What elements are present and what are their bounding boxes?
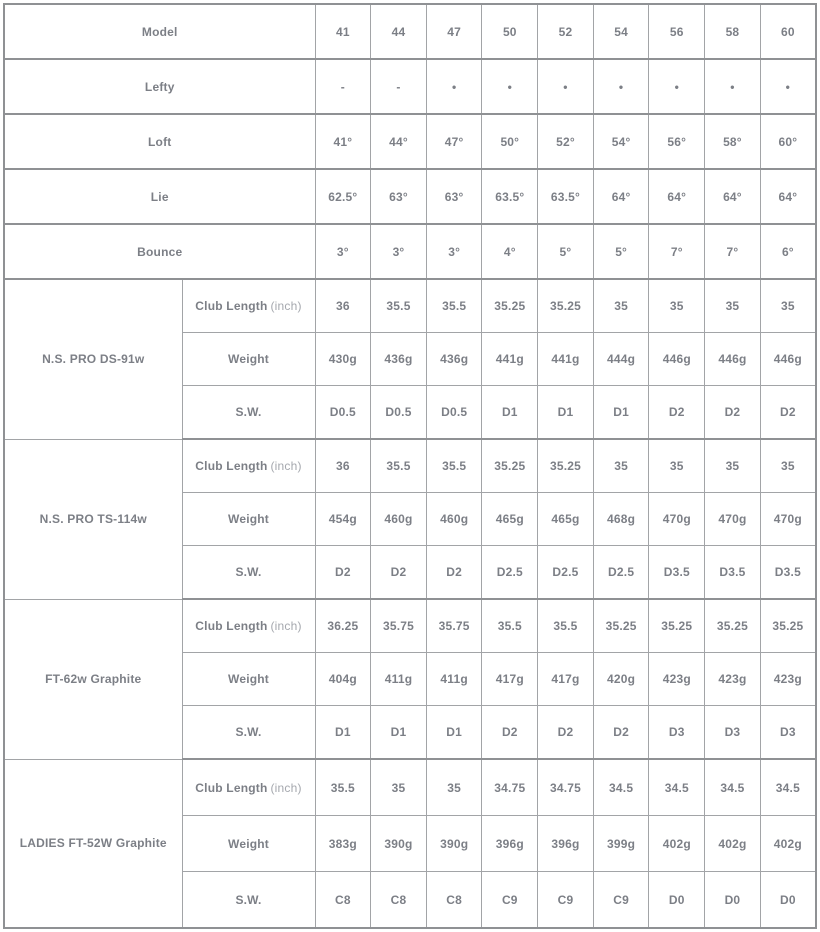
club-length-unit: (inch)	[270, 780, 302, 795]
spec-label-cell: Lefty	[4, 59, 315, 114]
spec-value-cell: 35	[705, 439, 761, 493]
spec-label-cell	[182, 546, 315, 600]
shaft-name-cell: LADIES FT-52W Graphite	[4, 759, 182, 928]
spec-value-cell: 35.25	[649, 599, 705, 653]
spec-value-cell: 64°	[593, 169, 649, 224]
table-row	[4, 759, 816, 816]
model-number-cell: 54	[593, 4, 649, 59]
spec-value-cell: D3	[649, 706, 705, 760]
spec-value-cell: 34.5	[593, 759, 649, 816]
spec-value-cell: 35.5	[538, 599, 594, 653]
table-row	[4, 224, 816, 279]
spec-value-cell: 60°	[760, 114, 816, 169]
spec-value-cell: 460g	[426, 493, 482, 546]
spec-value-cell: 468g	[593, 493, 649, 546]
spec-label-text: Weight	[228, 672, 269, 686]
spec-value-cell: 35.5	[426, 439, 482, 493]
spec-value-cell: •	[649, 59, 705, 114]
spec-value-cell: •	[538, 59, 594, 114]
spec-value-cell: 35	[649, 279, 705, 333]
spec-value-cell: 35.25	[482, 439, 538, 493]
spec-value-cell: 396g	[482, 816, 538, 872]
spec-value-cell: 52°	[538, 114, 594, 169]
spec-value-cell: 383g	[315, 816, 371, 872]
spec-value-cell: 7°	[705, 224, 761, 279]
club-length-unit: (inch)	[270, 299, 302, 313]
spec-value-cell: 35	[760, 439, 816, 493]
spec-label-text: Weight	[228, 512, 269, 526]
spec-value-cell: D1	[371, 706, 427, 760]
spec-value-cell: 417g	[482, 653, 538, 706]
spec-value-cell: 3°	[315, 224, 371, 279]
spec-value-cell: 423g	[760, 653, 816, 706]
spec-value-cell: D2	[426, 546, 482, 600]
spec-label-text: S.W.	[235, 565, 262, 579]
spec-value-cell: C8	[371, 872, 427, 929]
spec-value-cell: D1	[482, 386, 538, 440]
table-row	[4, 279, 816, 333]
spec-value-cell: •	[482, 59, 538, 114]
spec-value-cell: 470g	[760, 493, 816, 546]
spec-value-cell: -	[371, 59, 427, 114]
spec-value-cell: 441g	[538, 333, 594, 386]
spec-value-cell: D0	[705, 872, 761, 929]
model-number-cell: 56	[649, 4, 705, 59]
spec-value-cell: 34.75	[482, 759, 538, 816]
club-length-unit: (inch)	[270, 619, 302, 633]
shaft-name-cell: N.S. PRO DS-91w	[4, 279, 182, 439]
spec-value-cell: 34.75	[538, 759, 594, 816]
spec-value-cell: 411g	[426, 653, 482, 706]
spec-value-cell: 5°	[538, 224, 594, 279]
spec-value-cell: D3.5	[649, 546, 705, 600]
spec-value-cell: 446g	[705, 333, 761, 386]
spec-value-cell: 6°	[760, 224, 816, 279]
spec-value-cell: 465g	[482, 493, 538, 546]
spec-value-cell: 47°	[426, 114, 482, 169]
spec-value-cell: 430g	[315, 333, 371, 386]
spec-value-cell: D0	[649, 872, 705, 929]
spec-value-cell: 402g	[760, 816, 816, 872]
spec-value-cell: 402g	[649, 816, 705, 872]
spec-value-cell: 35	[593, 279, 649, 333]
spec-label-cell	[182, 816, 315, 872]
spec-value-cell: 63°	[371, 169, 427, 224]
spec-value-cell: 423g	[649, 653, 705, 706]
spec-value-cell: D3	[705, 706, 761, 760]
shaft-name-cell: FT-62w Graphite	[4, 599, 182, 759]
spec-label-text: S.W.	[235, 725, 262, 739]
spec-value-cell: 63.5°	[538, 169, 594, 224]
spec-value-cell: C9	[538, 872, 594, 929]
spec-value-cell: 35.5	[426, 279, 482, 333]
spec-value-cell: •	[426, 59, 482, 114]
spec-value-cell: C9	[482, 872, 538, 929]
table-row	[4, 59, 816, 114]
spec-value-cell: 402g	[705, 816, 761, 872]
spec-value-cell: C9	[593, 872, 649, 929]
spec-value-cell: D1	[315, 706, 371, 760]
spec-value-cell: 58°	[705, 114, 761, 169]
spec-value-cell: 446g	[760, 333, 816, 386]
spec-label-cell	[182, 493, 315, 546]
model-number-cell: 52	[538, 4, 594, 59]
spec-label-cell	[182, 872, 315, 929]
spec-value-cell: D2.5	[593, 546, 649, 600]
spec-label-cell	[182, 386, 315, 440]
spec-value-cell: 441g	[482, 333, 538, 386]
table-row	[4, 169, 816, 224]
spec-label-cell: Lie	[4, 169, 315, 224]
spec-value-cell: 465g	[538, 493, 594, 546]
spec-label-text: Weight	[228, 352, 269, 366]
spec-label-cell	[182, 759, 315, 816]
spec-value-cell: 7°	[649, 224, 705, 279]
spec-value-cell: •	[705, 59, 761, 114]
spec-value-cell: 34.5	[760, 759, 816, 816]
spec-value-cell: D2	[705, 386, 761, 440]
spec-value-cell: 399g	[593, 816, 649, 872]
spec-label-text: Club Length	[195, 619, 268, 633]
model-header-cell: Model	[4, 4, 315, 59]
spec-value-cell: D0.5	[426, 386, 482, 440]
spec-value-cell: D2	[649, 386, 705, 440]
spec-value-cell: 436g	[371, 333, 427, 386]
spec-value-cell: 50°	[482, 114, 538, 169]
spec-value-cell: 3°	[426, 224, 482, 279]
spec-value-cell: 35.75	[371, 599, 427, 653]
spec-value-cell: 390g	[371, 816, 427, 872]
spec-value-cell: •	[593, 59, 649, 114]
spec-value-cell: 64°	[649, 169, 705, 224]
spec-label-text: Club Length	[195, 299, 268, 313]
spec-value-cell: 36	[315, 439, 371, 493]
spec-label-cell	[182, 333, 315, 386]
spec-value-cell: D1	[593, 386, 649, 440]
spec-label-cell	[182, 439, 315, 493]
spec-value-cell: 404g	[315, 653, 371, 706]
spec-value-cell: 4°	[482, 224, 538, 279]
spec-label-text: S.W.	[235, 892, 262, 907]
spec-value-cell: 390g	[426, 816, 482, 872]
spec-value-cell: 420g	[593, 653, 649, 706]
shaft-name-cell: N.S. PRO TS-114w	[4, 439, 182, 599]
spec-value-cell: D1	[538, 386, 594, 440]
spec-value-cell: 36	[315, 279, 371, 333]
spec-value-cell: 5°	[593, 224, 649, 279]
wedge-spec-table	[3, 3, 817, 929]
spec-value-cell: 34.5	[705, 759, 761, 816]
spec-value-cell: 35	[371, 759, 427, 816]
spec-value-cell: D3.5	[705, 546, 761, 600]
spec-value-cell: D2.5	[538, 546, 594, 600]
spec-label-cell: Loft	[4, 114, 315, 169]
table-row	[4, 4, 816, 59]
spec-value-cell: 41°	[315, 114, 371, 169]
spec-value-cell: 64°	[705, 169, 761, 224]
spec-value-cell: 460g	[371, 493, 427, 546]
spec-value-cell: D1	[426, 706, 482, 760]
spec-value-cell: 35	[760, 279, 816, 333]
spec-value-cell: D2	[760, 386, 816, 440]
spec-label-cell	[182, 706, 315, 760]
spec-value-cell: 396g	[538, 816, 594, 872]
spec-value-cell: 35.25	[538, 279, 594, 333]
spec-value-cell: 64°	[760, 169, 816, 224]
spec-value-cell: 54°	[593, 114, 649, 169]
spec-value-cell: C8	[315, 872, 371, 929]
spec-value-cell: 35	[426, 759, 482, 816]
spec-value-cell: D2	[371, 546, 427, 600]
model-number-cell: 41	[315, 4, 371, 59]
spec-value-cell: 470g	[705, 493, 761, 546]
model-number-cell: 50	[482, 4, 538, 59]
spec-value-cell: D2	[593, 706, 649, 760]
spec-value-cell: 35.75	[426, 599, 482, 653]
spec-value-cell: D0.5	[371, 386, 427, 440]
spec-label-text: S.W.	[235, 405, 262, 419]
table-row	[4, 439, 816, 493]
spec-value-cell: 35.5	[315, 759, 371, 816]
spec-value-cell: 454g	[315, 493, 371, 546]
spec-value-cell: 3°	[371, 224, 427, 279]
spec-value-cell: 63.5°	[482, 169, 538, 224]
spec-value-cell: D2	[538, 706, 594, 760]
spec-label-cell	[182, 279, 315, 333]
spec-value-cell: 35.25	[705, 599, 761, 653]
spec-value-cell: 35	[649, 439, 705, 493]
spec-value-cell: 35.25	[538, 439, 594, 493]
club-length-unit: (inch)	[270, 459, 302, 473]
spec-value-cell: 35.5	[371, 439, 427, 493]
model-number-cell: 47	[426, 4, 482, 59]
model-number-cell: 58	[705, 4, 761, 59]
spec-value-cell: 417g	[538, 653, 594, 706]
spec-value-cell: D2	[315, 546, 371, 600]
spec-value-cell: D3	[760, 706, 816, 760]
spec-label-text: Weight	[228, 836, 269, 851]
spec-value-cell: 35	[705, 279, 761, 333]
spec-value-cell: 35.25	[482, 279, 538, 333]
spec-value-cell: •	[760, 59, 816, 114]
spec-label-cell	[182, 599, 315, 653]
spec-value-cell: 63°	[426, 169, 482, 224]
spec-value-cell: 35	[593, 439, 649, 493]
spec-value-cell: 423g	[705, 653, 761, 706]
model-number-cell: 60	[760, 4, 816, 59]
table-row	[4, 599, 816, 653]
model-number-cell: 44	[371, 4, 427, 59]
spec-value-cell: 411g	[371, 653, 427, 706]
spec-value-cell: 446g	[649, 333, 705, 386]
spec-value-cell: 35.5	[371, 279, 427, 333]
spec-value-cell: D2.5	[482, 546, 538, 600]
table-row	[4, 114, 816, 169]
spec-value-cell: D2	[482, 706, 538, 760]
spec-value-cell: 35.5	[482, 599, 538, 653]
spec-value-cell: 36.25	[315, 599, 371, 653]
spec-label-text: Club Length	[195, 459, 268, 473]
spec-value-cell: 44°	[371, 114, 427, 169]
spec-value-cell: D0.5	[315, 386, 371, 440]
spec-value-cell: D3.5	[760, 546, 816, 600]
spec-value-cell: 34.5	[649, 759, 705, 816]
spec-label-text: Club Length	[195, 780, 268, 795]
spec-value-cell: D0	[760, 872, 816, 929]
spec-value-cell: 35.25	[593, 599, 649, 653]
spec-value-cell: 444g	[593, 333, 649, 386]
spec-value-cell: 62.5°	[315, 169, 371, 224]
spec-label-cell	[182, 653, 315, 706]
spec-label-cell: Bounce	[4, 224, 315, 279]
spec-value-cell: 470g	[649, 493, 705, 546]
spec-value-cell: 436g	[426, 333, 482, 386]
spec-value-cell: 56°	[649, 114, 705, 169]
spec-value-cell: 35.25	[760, 599, 816, 653]
spec-value-cell: C8	[426, 872, 482, 929]
spec-value-cell: -	[315, 59, 371, 114]
